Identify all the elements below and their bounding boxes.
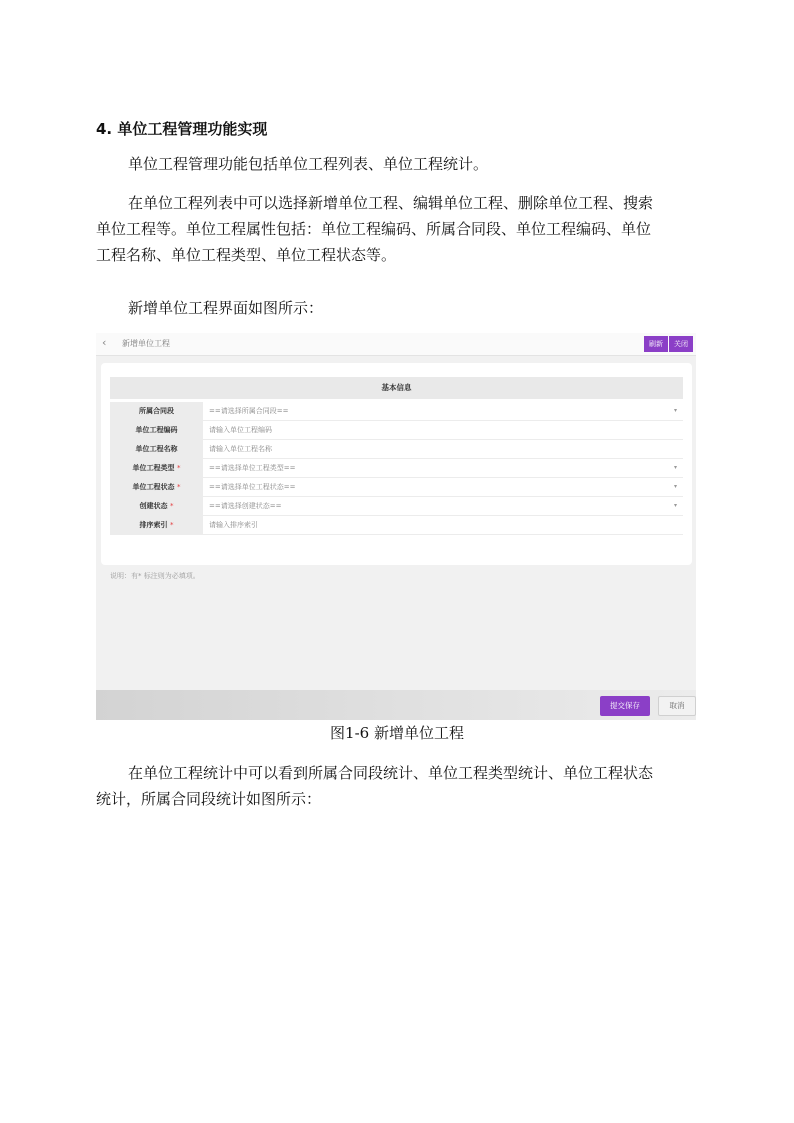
paragraph-figure-intro xyxy=(96,295,696,321)
chevron-down-icon[interactable]: ▾ xyxy=(673,407,677,414)
paragraph-intro-text: 单位工程管理功能包括单位工程列表、单位工程统计。 xyxy=(128,155,489,173)
field-label xyxy=(110,516,203,534)
form-card xyxy=(101,363,692,580)
form-row xyxy=(110,402,683,421)
field-label-text: 所属合同段 xyxy=(139,407,174,415)
form-row xyxy=(110,440,683,459)
chevron-down-icon[interactable]: ▾ xyxy=(673,464,677,471)
field-input[interactable]: ==请选择单位工程类型== xyxy=(209,464,296,472)
embedded-form-screenshot xyxy=(96,333,696,720)
submit-save-button[interactable]: 提交保存 xyxy=(600,696,650,716)
field-label-text: 单位工程状态 xyxy=(132,483,175,491)
paragraph-line: 在单位工程统计中可以看到所属合同段统计、单位工程类型统计、单位工程状态 xyxy=(128,764,654,782)
refresh-button[interactable]: 刷新 xyxy=(644,336,668,352)
paragraph-line: 单位工程等。单位工程属性包括：单位工程编码、所属合同段、单位工程编码、单位 xyxy=(96,220,652,238)
field-label-text: 单位工程类型 xyxy=(132,464,175,472)
page-header-bar xyxy=(96,333,696,356)
field-input[interactable]: ==请选择创建状态== xyxy=(209,502,282,510)
paragraph-line: 统计，所属合同段统计如图所示： xyxy=(96,790,322,808)
form-row xyxy=(110,478,683,497)
back-icon[interactable]: ‹ xyxy=(102,336,107,349)
form-row xyxy=(110,459,683,478)
paragraph-line: 在单位工程列表中可以选择新增单位工程、编辑单位工程、删除单位工程、搜索 xyxy=(128,194,654,212)
required-marker: * xyxy=(169,502,174,510)
field-input[interactable]: 请输入排序索引 xyxy=(209,521,258,529)
field-label xyxy=(110,402,203,420)
close-button[interactable]: 关闭 xyxy=(669,336,693,352)
field-label xyxy=(110,440,203,458)
field-label xyxy=(110,478,203,496)
required-marker: * xyxy=(169,521,174,529)
paragraph-figure-intro-text: 新增单位工程界面如图所示： xyxy=(128,299,324,317)
required-marker: * xyxy=(176,483,181,491)
field-label-text: 单位工程名称 xyxy=(135,445,178,453)
cancel-button[interactable]: 取消 xyxy=(658,696,696,716)
paragraph-list-features xyxy=(96,190,696,268)
form-row xyxy=(110,516,683,535)
form-row xyxy=(110,497,683,516)
paragraph-stats xyxy=(96,760,696,812)
field-input[interactable]: 请输入单位工程名称 xyxy=(209,445,272,453)
field-label xyxy=(110,459,203,477)
chevron-down-icon[interactable]: ▾ xyxy=(673,502,677,509)
figure-caption: 图1-6 新增单位工程 xyxy=(330,724,464,742)
field-label-text: 排序索引 xyxy=(139,521,168,529)
required-note: 说明：有* 标注则为必填项。 xyxy=(110,572,200,580)
chevron-down-icon[interactable]: ▾ xyxy=(673,483,677,490)
field-label xyxy=(110,497,203,515)
field-label-text: 单位工程编码 xyxy=(135,426,178,434)
field-input[interactable]: ==请选择单位工程状态== xyxy=(209,483,296,491)
field-label xyxy=(110,421,203,439)
paragraph-line: 工程名称、单位工程类型、单位工程状态等。 xyxy=(96,246,397,264)
field-input[interactable]: ==请选择所属合同段== xyxy=(209,407,289,415)
required-marker: * xyxy=(176,464,181,472)
field-input[interactable]: 请输入单位工程编码 xyxy=(209,426,272,434)
section-title: 基本信息 xyxy=(110,377,683,399)
page-title: 新增单位工程 xyxy=(122,339,170,348)
field-label-text: 创建状态 xyxy=(139,502,168,510)
form-footer-bar xyxy=(96,690,696,720)
form-row xyxy=(110,421,683,440)
section-heading: 4. 单位工程管理功能实现 xyxy=(96,120,268,138)
paragraph-intro xyxy=(96,151,696,177)
